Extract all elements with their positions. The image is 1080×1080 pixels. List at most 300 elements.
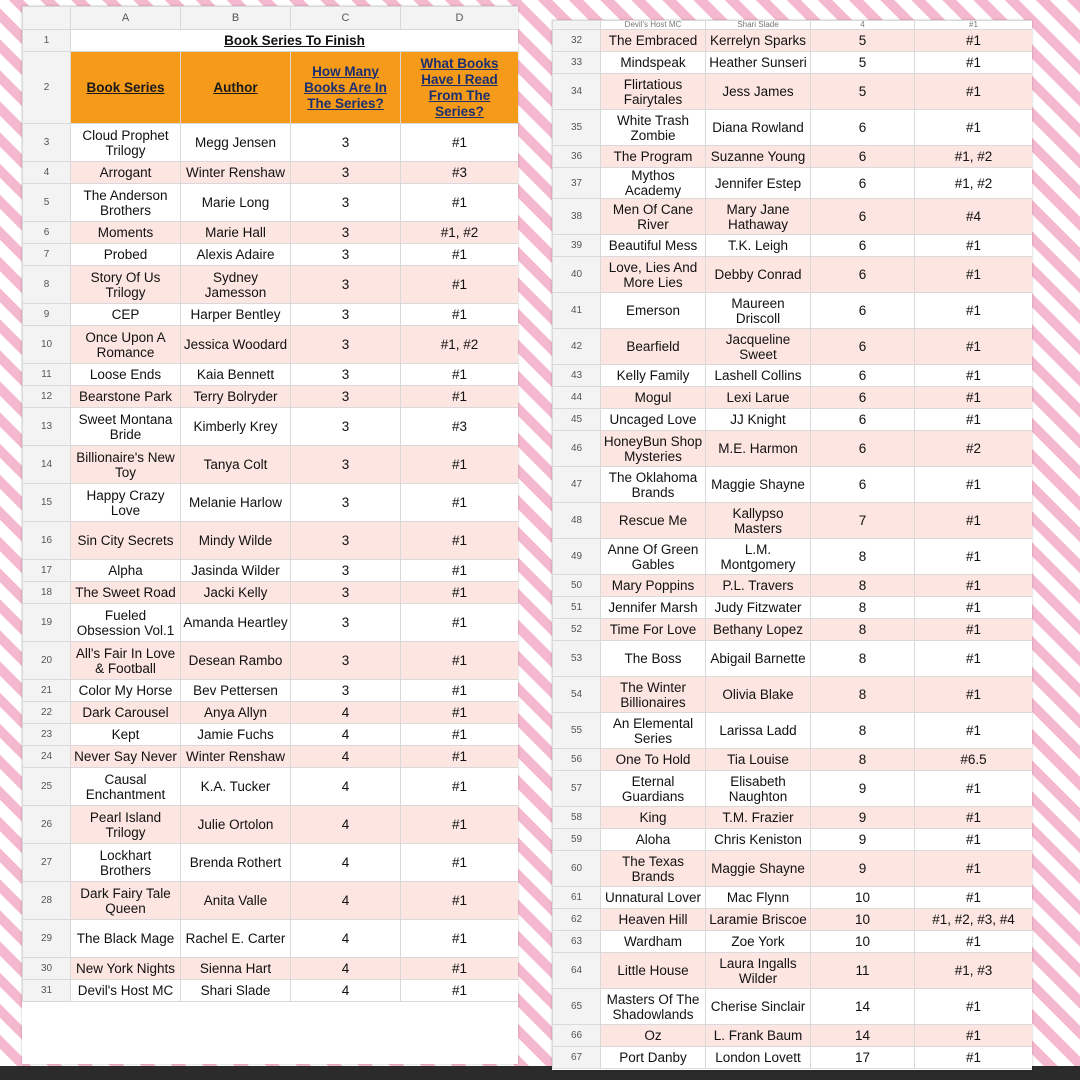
cell-author[interactable]: Alexis Adaire — [181, 244, 291, 266]
row-number[interactable]: 27 — [23, 844, 71, 882]
cell-author[interactable]: Maggie Shayne — [706, 851, 811, 887]
row-number[interactable]: 42 — [553, 329, 601, 365]
cell-author[interactable]: Jacki Kelly — [181, 582, 291, 604]
cell-author[interactable]: Winter Renshaw — [181, 746, 291, 768]
cell-read[interactable]: #1 — [401, 958, 519, 980]
cell-author[interactable]: Brenda Rothert — [181, 844, 291, 882]
cell-series[interactable]: Little House — [601, 953, 706, 989]
cell-series[interactable]: Wardham — [601, 931, 706, 953]
cell-author[interactable]: Kerrelyn Sparks — [706, 30, 811, 52]
cell-count[interactable]: 3 — [291, 386, 401, 408]
cell-author[interactable]: Desean Rambo — [181, 642, 291, 680]
cell-count[interactable]: 6 — [811, 467, 915, 503]
cell-count[interactable]: 7 — [811, 503, 915, 539]
cell-count[interactable]: 3 — [291, 244, 401, 266]
cell-count[interactable]: 4 — [291, 980, 401, 1002]
cell-series[interactable]: Unnatural Lover — [601, 887, 706, 909]
cell-read[interactable]: #3 — [401, 408, 519, 446]
cell-series[interactable]: Mindspeak — [601, 52, 706, 74]
cell-read[interactable]: #1 — [401, 446, 519, 484]
cell-series[interactable]: Emerson — [601, 293, 706, 329]
cell-read[interactable]: #1 — [401, 582, 519, 604]
row-number[interactable]: 22 — [23, 702, 71, 724]
cell-count[interactable]: 3 — [291, 408, 401, 446]
cell-series[interactable]: Arrogant — [71, 162, 181, 184]
cell-read[interactable]: #1 — [401, 184, 519, 222]
cell-series[interactable]: An Elemental Series — [601, 713, 706, 749]
cell-read[interactable]: #1 — [915, 52, 1033, 74]
row-number[interactable]: 62 — [553, 909, 601, 931]
cell-series[interactable]: Aloha — [601, 829, 706, 851]
row-number[interactable]: 64 — [553, 953, 601, 989]
cell-count[interactable]: 3 — [291, 162, 401, 184]
sheet-title[interactable]: Book Series To Finish — [71, 30, 519, 52]
cell-author[interactable]: T.M. Frazier — [706, 807, 811, 829]
cell-author[interactable]: P.L. Travers — [706, 575, 811, 597]
cell-count[interactable]: 3 — [291, 304, 401, 326]
cell-count[interactable]: 10 — [811, 887, 915, 909]
cell-read[interactable]: #1, #3 — [915, 953, 1033, 989]
cell-author[interactable]: Zoe York — [706, 931, 811, 953]
row-number[interactable]: 7 — [23, 244, 71, 266]
cell-count[interactable]: 9 — [811, 807, 915, 829]
cell-read[interactable]: #1, #2, #3, #4 — [915, 909, 1033, 931]
cell-series[interactable]: Mythos Academy — [601, 168, 706, 199]
row-number[interactable]: 46 — [553, 431, 601, 467]
cell-count[interactable]: 3 — [291, 326, 401, 364]
cell-read[interactable]: #1 — [915, 387, 1033, 409]
cell-author[interactable]: Sienna Hart — [181, 958, 291, 980]
column-header-c[interactable]: C — [291, 7, 401, 30]
cell-read[interactable]: #1 — [915, 110, 1033, 146]
cell-series[interactable]: The Oklahoma Brands — [601, 467, 706, 503]
cell-read[interactable]: #1 — [401, 124, 519, 162]
cell-read[interactable]: #1 — [401, 882, 519, 920]
cell-read[interactable]: #1, #2 — [401, 326, 519, 364]
cell-count[interactable]: 3 — [291, 124, 401, 162]
cell-count[interactable]: 6 — [811, 199, 915, 235]
row-number[interactable]: 9 — [23, 304, 71, 326]
cell-author[interactable]: Laramie Briscoe — [706, 909, 811, 931]
cell-count[interactable]: 4 — [291, 844, 401, 882]
cell-author[interactable]: Kaia Bennett — [181, 364, 291, 386]
cell-author[interactable]: Kimberly Krey — [181, 408, 291, 446]
cell-count[interactable]: 4 — [291, 882, 401, 920]
cell-count[interactable]: 3 — [291, 522, 401, 560]
cell-series[interactable]: Probed — [71, 244, 181, 266]
cell-author[interactable]: Chris Keniston — [706, 829, 811, 851]
cell-read[interactable]: #1 — [401, 980, 519, 1002]
cell-author[interactable]: Kallypso Masters — [706, 503, 811, 539]
row-number[interactable]: 1 — [23, 30, 71, 52]
cell-count[interactable]: 3 — [291, 184, 401, 222]
cell-count[interactable]: 3 — [291, 222, 401, 244]
cell-read[interactable]: #1 — [401, 844, 519, 882]
cell-series[interactable]: The Embraced — [601, 30, 706, 52]
cell-read[interactable]: #1 — [915, 1047, 1033, 1069]
cell-series[interactable]: Uncaged Love — [601, 409, 706, 431]
cell-count[interactable]: 3 — [291, 642, 401, 680]
cell-series[interactable]: Time For Love — [601, 619, 706, 641]
cell-series[interactable]: Pearl Island Trilogy — [71, 806, 181, 844]
cell-series[interactable]: Alpha — [71, 560, 181, 582]
cell-author[interactable]: Lexi Larue — [706, 387, 811, 409]
cell-series[interactable]: The Winter Billionaires — [601, 677, 706, 713]
cell-read[interactable]: #1 — [401, 746, 519, 768]
cell-author[interactable]: Bethany Lopez — [706, 619, 811, 641]
cell-author[interactable]: Rachel E. Carter — [181, 920, 291, 958]
column-header-d[interactable]: D — [401, 7, 519, 30]
row-number[interactable]: 34 — [553, 74, 601, 110]
cell-read[interactable]: #1 — [401, 724, 519, 746]
cell-series[interactable]: Happy Crazy Love — [71, 484, 181, 522]
row-number[interactable]: 3 — [23, 124, 71, 162]
row-number[interactable]: 43 — [553, 365, 601, 387]
cell-author[interactable]: Elisabeth Naughton — [706, 771, 811, 807]
cell-read[interactable]: #1 — [401, 266, 519, 304]
cell-author[interactable]: Mac Flynn — [706, 887, 811, 909]
cell-count[interactable]: 14 — [811, 989, 915, 1025]
cell-author[interactable]: Shari Slade — [706, 21, 811, 30]
cell-count[interactable]: 9 — [811, 829, 915, 851]
cell-read[interactable]: #1 — [915, 851, 1033, 887]
cell-read[interactable]: #1 — [915, 807, 1033, 829]
column-header-a[interactable]: A — [71, 7, 181, 30]
row-number[interactable]: 21 — [23, 680, 71, 702]
row-number[interactable]: 36 — [553, 146, 601, 168]
cell-author[interactable]: Mary Jane Hathaway — [706, 199, 811, 235]
header-book-series[interactable]: Book Series — [71, 52, 181, 124]
cell-author[interactable]: Heather Sunseri — [706, 52, 811, 74]
cell-read[interactable]: #1 — [915, 771, 1033, 807]
cell-author[interactable]: Cherise Sinclair — [706, 989, 811, 1025]
cell-count[interactable]: 6 — [811, 387, 915, 409]
row-number[interactable]: 4 — [23, 162, 71, 184]
row-number[interactable]: 31 — [23, 980, 71, 1002]
cell-series[interactable]: Causal Enchantment — [71, 768, 181, 806]
cell-count[interactable]: 6 — [811, 365, 915, 387]
cell-count[interactable]: 6 — [811, 293, 915, 329]
cell-series[interactable]: Beautiful Mess — [601, 235, 706, 257]
cell-count[interactable]: 4 — [291, 806, 401, 844]
cell-count[interactable]: 3 — [291, 266, 401, 304]
row-number[interactable]: 67 — [553, 1047, 601, 1069]
cell-series[interactable]: New York Nights — [71, 958, 181, 980]
cell-read[interactable]: #1 — [915, 619, 1033, 641]
cell-read[interactable]: #6.5 — [915, 749, 1033, 771]
cell-read[interactable]: #1 — [915, 365, 1033, 387]
cell-author[interactable]: Larissa Ladd — [706, 713, 811, 749]
row-number[interactable]: 15 — [23, 484, 71, 522]
cell-author[interactable]: Jamie Fuchs — [181, 724, 291, 746]
column-header-b[interactable]: B — [181, 7, 291, 30]
cell-read[interactable]: #1 — [915, 597, 1033, 619]
cell-count[interactable]: 6 — [811, 431, 915, 467]
cell-read[interactable]: #1 — [915, 989, 1033, 1025]
cell-read[interactable]: #1 — [915, 539, 1033, 575]
cell-author[interactable]: Julie Ortolon — [181, 806, 291, 844]
cell-author[interactable]: Anya Allyn — [181, 702, 291, 724]
cell-series[interactable]: The Anderson Brothers — [71, 184, 181, 222]
cell-series[interactable]: Sin City Secrets — [71, 522, 181, 560]
cell-series[interactable]: Never Say Never — [71, 746, 181, 768]
row-number[interactable]: 48 — [553, 503, 601, 539]
cell-count[interactable]: 8 — [811, 713, 915, 749]
row-number[interactable]: 13 — [23, 408, 71, 446]
cell-author[interactable]: L. Frank Baum — [706, 1025, 811, 1047]
row-number[interactable]: 17 — [23, 560, 71, 582]
cell-read[interactable]: #1 — [915, 257, 1033, 293]
cell-series[interactable]: Masters Of The Shadowlands — [601, 989, 706, 1025]
cell-read[interactable]: #1 — [915, 21, 1033, 30]
row-number[interactable]: 57 — [553, 771, 601, 807]
cell-series[interactable]: Billionaire's New Toy — [71, 446, 181, 484]
cell-count[interactable]: 6 — [811, 168, 915, 199]
cell-read[interactable]: #1 — [915, 503, 1033, 539]
row-number[interactable]: 55 — [553, 713, 601, 749]
row-number[interactable]: 44 — [553, 387, 601, 409]
cell-count[interactable]: 3 — [291, 604, 401, 642]
cell-read[interactable]: #1 — [401, 604, 519, 642]
cell-count[interactable]: 5 — [811, 74, 915, 110]
cell-author[interactable]: Shari Slade — [181, 980, 291, 1002]
row-number[interactable]: 59 — [553, 829, 601, 851]
cell-read[interactable]: #1 — [401, 244, 519, 266]
cell-series[interactable]: Once Upon A Romance — [71, 326, 181, 364]
cell-author[interactable]: Jacqueline Sweet — [706, 329, 811, 365]
row-number[interactable]: 58 — [553, 807, 601, 829]
cell-series[interactable]: White Trash Zombie — [601, 110, 706, 146]
row-number[interactable]: 12 — [23, 386, 71, 408]
cell-count[interactable]: 4 — [291, 920, 401, 958]
cell-author[interactable]: Megg Jensen — [181, 124, 291, 162]
row-number[interactable]: 16 — [23, 522, 71, 560]
cell-read[interactable]: #1 — [915, 467, 1033, 503]
cell-read[interactable]: #1 — [401, 386, 519, 408]
row-number[interactable]: 23 — [23, 724, 71, 746]
row-number[interactable]: 50 — [553, 575, 601, 597]
cell-series[interactable]: Love, Lies And More Lies — [601, 257, 706, 293]
cell-read[interactable]: #4 — [915, 199, 1033, 235]
row-number[interactable]: 65 — [553, 989, 601, 1025]
cell-read[interactable]: #1 — [915, 641, 1033, 677]
cell-series[interactable]: Mogul — [601, 387, 706, 409]
cell-author[interactable]: Sydney Jamesson — [181, 266, 291, 304]
cell-series[interactable]: Bearstone Park — [71, 386, 181, 408]
cell-read[interactable]: #1 — [401, 484, 519, 522]
cell-read[interactable]: #1 — [915, 329, 1033, 365]
row-number[interactable]: 63 — [553, 931, 601, 953]
cell-series[interactable]: Mary Poppins — [601, 575, 706, 597]
cell-count[interactable]: 6 — [811, 409, 915, 431]
cell-count[interactable]: 4 — [291, 768, 401, 806]
cell-count[interactable]: 4 — [811, 21, 915, 30]
cell-series[interactable]: Devil's Host MC — [71, 980, 181, 1002]
cell-series[interactable]: Eternal Guardians — [601, 771, 706, 807]
cell-count[interactable]: 5 — [811, 52, 915, 74]
cell-count[interactable]: 4 — [291, 724, 401, 746]
row-number[interactable]: 20 — [23, 642, 71, 680]
cell-series[interactable]: The Program — [601, 146, 706, 168]
cell-read[interactable]: #1 — [915, 887, 1033, 909]
cell-author[interactable]: Jess James — [706, 74, 811, 110]
row-number[interactable]: 49 — [553, 539, 601, 575]
cell-read[interactable]: #1 — [401, 560, 519, 582]
row-number[interactable]: 45 — [553, 409, 601, 431]
cell-count[interactable]: 8 — [811, 749, 915, 771]
row-number[interactable]: 28 — [23, 882, 71, 920]
cell-count[interactable]: 9 — [811, 851, 915, 887]
cell-author[interactable]: Bev Pettersen — [181, 680, 291, 702]
cell-series[interactable]: Port Danby — [601, 1047, 706, 1069]
cell-read[interactable]: #1 — [915, 293, 1033, 329]
cell-count[interactable]: 4 — [291, 702, 401, 724]
cell-author[interactable]: Lashell Collins — [706, 365, 811, 387]
cell-count[interactable]: 6 — [811, 146, 915, 168]
cell-author[interactable]: Olivia Blake — [706, 677, 811, 713]
cell-count[interactable]: 3 — [291, 680, 401, 702]
cell-count[interactable]: 3 — [291, 446, 401, 484]
cell-series[interactable]: Men Of Cane River — [601, 199, 706, 235]
cell-count[interactable]: 11 — [811, 953, 915, 989]
cell-count[interactable]: 8 — [811, 677, 915, 713]
row-number[interactable]: 39 — [553, 235, 601, 257]
cell-count[interactable]: 8 — [811, 641, 915, 677]
cell-series[interactable]: Jennifer Marsh — [601, 597, 706, 619]
cell-read[interactable]: #1 — [915, 409, 1033, 431]
cell-author[interactable]: Jennifer Estep — [706, 168, 811, 199]
cell-series[interactable]: Kelly Family — [601, 365, 706, 387]
cell-author[interactable]: London Lovett — [706, 1047, 811, 1069]
cell-author[interactable]: Maggie Shayne — [706, 467, 811, 503]
cell-series[interactable]: Sweet Montana Bride — [71, 408, 181, 446]
cell-author[interactable]: T.K. Leigh — [706, 235, 811, 257]
cell-author[interactable]: Marie Long — [181, 184, 291, 222]
cell-series[interactable]: Fueled Obsession Vol.1 — [71, 604, 181, 642]
row-number[interactable]: 56 — [553, 749, 601, 771]
row-number[interactable]: 52 — [553, 619, 601, 641]
row-number[interactable]: 8 — [23, 266, 71, 304]
cell-author[interactable]: Abigail Barnette — [706, 641, 811, 677]
cell-count[interactable]: 9 — [811, 771, 915, 807]
cell-read[interactable]: #1 — [401, 768, 519, 806]
row-number[interactable]: 30 — [23, 958, 71, 980]
row-number[interactable]: 32 — [553, 30, 601, 52]
cell-series[interactable]: Loose Ends — [71, 364, 181, 386]
row-number[interactable]: 40 — [553, 257, 601, 293]
cell-series[interactable]: Rescue Me — [601, 503, 706, 539]
cell-count[interactable]: 10 — [811, 909, 915, 931]
cell-series[interactable]: Moments — [71, 222, 181, 244]
cell-author[interactable]: Tia Louise — [706, 749, 811, 771]
cell-read[interactable]: #1 — [915, 713, 1033, 749]
row-number[interactable]: 41 — [553, 293, 601, 329]
header-books-read[interactable]: What Books Have I Read From The Series? — [401, 52, 519, 124]
row-number[interactable]: 26 — [23, 806, 71, 844]
cell-series[interactable]: Kept — [71, 724, 181, 746]
cell-series[interactable]: Dark Fairy Tale Queen — [71, 882, 181, 920]
cell-count[interactable]: 14 — [811, 1025, 915, 1047]
cell-series[interactable]: The Sweet Road — [71, 582, 181, 604]
cell-read[interactable]: #1 — [915, 74, 1033, 110]
cell-series[interactable]: One To Hold — [601, 749, 706, 771]
cell-author[interactable]: Laura Ingalls Wilder — [706, 953, 811, 989]
cell-series[interactable]: Color My Horse — [71, 680, 181, 702]
row-number[interactable]: 54 — [553, 677, 601, 713]
cell-count[interactable]: 3 — [291, 560, 401, 582]
cell-author[interactable]: Debby Conrad — [706, 257, 811, 293]
row-number[interactable]: 66 — [553, 1025, 601, 1047]
cell-series[interactable]: Heaven Hill — [601, 909, 706, 931]
row-number[interactable]: 2 — [23, 52, 71, 124]
cell-count[interactable]: 8 — [811, 619, 915, 641]
cell-count[interactable]: 3 — [291, 582, 401, 604]
row-number[interactable]: 35 — [553, 110, 601, 146]
corner-cell[interactable] — [23, 7, 71, 30]
cell-series[interactable]: Bearfield — [601, 329, 706, 365]
cell-read[interactable]: #1 — [915, 677, 1033, 713]
row-number[interactable]: 38 — [553, 199, 601, 235]
cell-read[interactable]: #1 — [401, 806, 519, 844]
row-number[interactable] — [553, 21, 601, 30]
row-number[interactable]: 25 — [23, 768, 71, 806]
cell-read[interactable]: #1 — [915, 30, 1033, 52]
cell-read[interactable]: #1, #2 — [915, 146, 1033, 168]
cell-read[interactable]: #1 — [915, 1025, 1033, 1047]
cell-author[interactable]: Diana Rowland — [706, 110, 811, 146]
cell-read[interactable]: #1 — [915, 575, 1033, 597]
cell-author[interactable]: L.M. Montgomery — [706, 539, 811, 575]
cell-count[interactable]: 6 — [811, 329, 915, 365]
cell-author[interactable]: Mindy Wilde — [181, 522, 291, 560]
cell-read[interactable]: #1 — [915, 235, 1033, 257]
cell-series[interactable]: King — [601, 807, 706, 829]
cell-author[interactable]: JJ Knight — [706, 409, 811, 431]
row-number[interactable]: 29 — [23, 920, 71, 958]
cell-series[interactable]: Story Of Us Trilogy — [71, 266, 181, 304]
row-number[interactable]: 47 — [553, 467, 601, 503]
row-number[interactable]: 5 — [23, 184, 71, 222]
row-number[interactable]: 61 — [553, 887, 601, 909]
cell-author[interactable]: Amanda Heartley — [181, 604, 291, 642]
header-author[interactable]: Author — [181, 52, 291, 124]
row-number[interactable]: 37 — [553, 168, 601, 199]
cell-count[interactable]: 3 — [291, 364, 401, 386]
cell-series[interactable]: Dark Carousel — [71, 702, 181, 724]
cell-read[interactable]: #1 — [401, 702, 519, 724]
row-number[interactable]: 24 — [23, 746, 71, 768]
row-number[interactable]: 19 — [23, 604, 71, 642]
cell-read[interactable]: #3 — [401, 162, 519, 184]
row-number[interactable]: 10 — [23, 326, 71, 364]
cell-count[interactable]: 8 — [811, 575, 915, 597]
row-number[interactable]: 51 — [553, 597, 601, 619]
row-number[interactable]: 11 — [23, 364, 71, 386]
cell-count[interactable]: 6 — [811, 235, 915, 257]
cell-author[interactable]: Maureen Driscoll — [706, 293, 811, 329]
cell-author[interactable]: Judy Fitzwater — [706, 597, 811, 619]
cell-read[interactable]: #1, #2 — [915, 168, 1033, 199]
cell-series[interactable]: The Boss — [601, 641, 706, 677]
cell-series[interactable]: Oz — [601, 1025, 706, 1047]
cell-count[interactable]: 6 — [811, 257, 915, 293]
cell-author[interactable]: Jasinda Wilder — [181, 560, 291, 582]
cell-author[interactable]: Jessica Woodard — [181, 326, 291, 364]
cell-author[interactable]: Terry Bolryder — [181, 386, 291, 408]
cell-read[interactable]: #1 — [401, 304, 519, 326]
cell-count[interactable]: 6 — [811, 110, 915, 146]
cell-read[interactable]: #1 — [401, 920, 519, 958]
